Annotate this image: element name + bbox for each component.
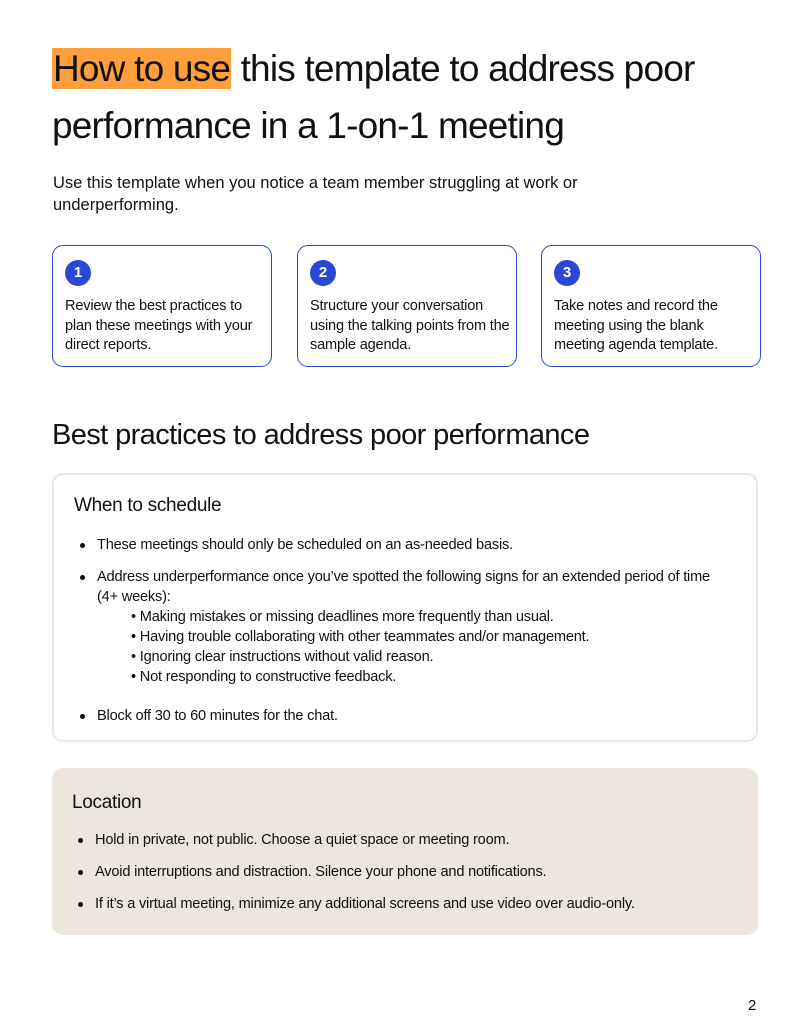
- list-item-text: Block off 30 to 60 minutes for the chat.: [97, 708, 338, 724]
- list-item-text: Address underperformance once you’ve spotted the following signs for an extended period of time (4+ weeks):: [97, 569, 710, 605]
- step-number-badge: 1: [65, 260, 91, 286]
- step-number-badge: 3: [554, 260, 580, 286]
- title-rest: this template to address poor performance in a 1-on-1 meeting: [52, 48, 695, 146]
- list-item: Hold in private, not public. Choose a quiet space or meeting room.: [78, 830, 728, 850]
- sublist-item: • Not responding to constructive feedback.: [131, 669, 397, 685]
- sublist-item: • Ignoring clear instructions without valid reason.: [131, 649, 434, 665]
- page-number: 2: [748, 997, 757, 1014]
- step-text: Review the best practices to plan these meetings with your direct reports.: [65, 298, 253, 353]
- list-item: If it’s a virtual meeting, minimize any additional screens and use video over audio-only.: [78, 894, 728, 914]
- steps-row: [52, 245, 764, 369]
- list-item: [80, 535, 730, 555]
- best-practices-heading: Best practices to address poor performance: [52, 419, 590, 451]
- list-item: [80, 567, 730, 687]
- step-number-badge: 2: [310, 260, 336, 286]
- step-card-1: [52, 245, 272, 367]
- step-card-2: [297, 245, 517, 367]
- sublist-item: • Making mistakes or missing deadlines more frequently than usual.: [131, 609, 554, 625]
- step-text: Structure your conversation using the talking points from the sample agenda.: [310, 298, 510, 353]
- intro-text: Use this template when you notice a team member struggling at work or underperforming.: [53, 174, 578, 214]
- step-card-3: [541, 245, 761, 367]
- page-title: [52, 40, 752, 154]
- list-item: [80, 706, 730, 726]
- signs-sublist: [97, 607, 730, 687]
- location-card: [52, 768, 758, 935]
- title-highlight: How to use: [53, 48, 231, 89]
- list-item: Avoid interruptions and distraction. Silence your phone and notifications.: [78, 862, 728, 882]
- when-to-schedule-card: [52, 473, 758, 742]
- location-list: [78, 830, 728, 926]
- when-to-schedule-title: When to schedule: [74, 495, 222, 516]
- location-title: Location: [72, 792, 142, 813]
- sublist-item: • Having trouble collaborating with other teammates and/or management.: [131, 629, 590, 645]
- step-text: Take notes and record the meeting using the blank meeting agenda template.: [554, 298, 718, 353]
- schedule-list: [80, 535, 730, 738]
- list-item-text: These meetings should only be scheduled on an as-needed basis.: [97, 537, 513, 553]
